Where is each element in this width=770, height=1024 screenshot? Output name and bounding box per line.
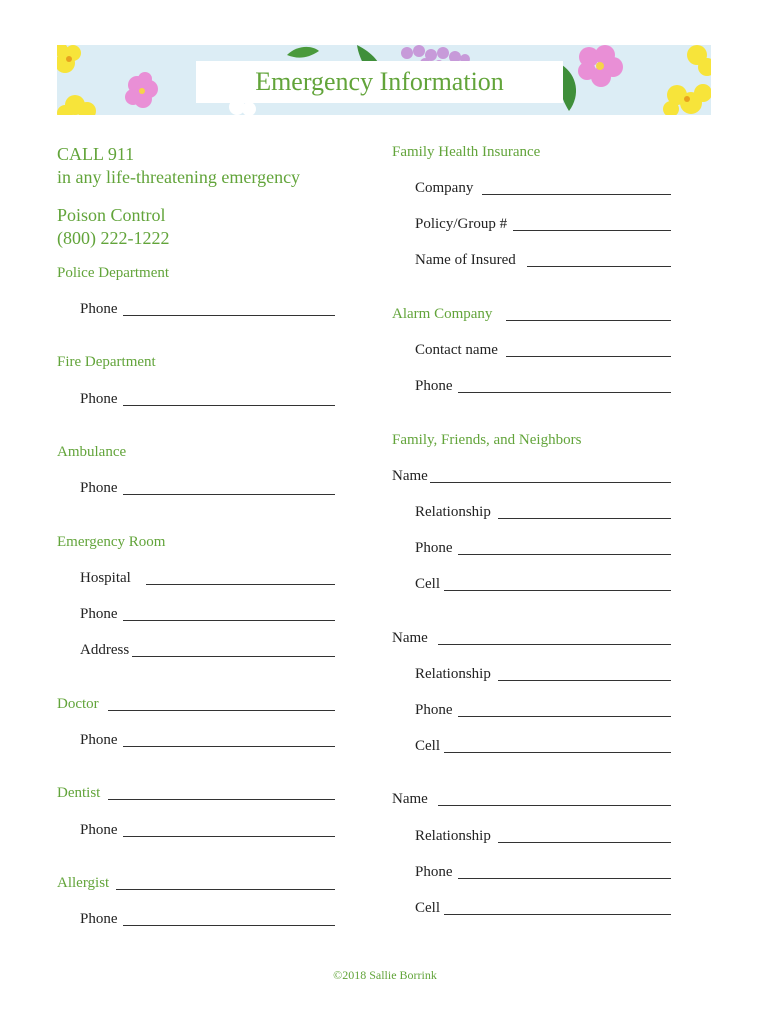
insurance-policy-label: Policy/Group # — [415, 216, 508, 232]
insurance-insured-label: Name of Insured — [415, 252, 516, 268]
doctor-phone-field[interactable] — [123, 746, 335, 747]
contact-1-phone-field[interactable] — [458, 554, 671, 555]
insurance-policy-field[interactable] — [513, 230, 671, 231]
er-address-label: Address — [80, 642, 130, 658]
er-phone-label: Phone — [80, 606, 118, 622]
poison-control-number: (800) 222-1222 — [57, 228, 170, 248]
alarm-title: Alarm Company — [392, 306, 493, 322]
insurance-company-field[interactable] — [482, 194, 671, 195]
alarm-contact-field[interactable] — [506, 356, 671, 357]
er-phone-field[interactable] — [123, 620, 335, 621]
ambulance-title: Ambulance — [57, 444, 127, 460]
insurance-company-label: Company — [415, 180, 474, 196]
er-address-field[interactable] — [132, 656, 335, 657]
doctor-title: Doctor — [57, 696, 99, 712]
contact-2-relationship-field[interactable] — [498, 680, 671, 681]
contact-1-name-field[interactable] — [430, 482, 671, 483]
fire-phone-label: Phone — [80, 391, 118, 407]
alarm-phone-label: Phone — [415, 378, 453, 394]
dentist-phone-label: Phone — [80, 822, 118, 838]
fire-phone-field[interactable] — [123, 405, 335, 406]
ambulance-phone-field[interactable] — [123, 494, 335, 495]
alarm-contact-label: Contact name — [415, 342, 498, 358]
poison-control-title: Poison Control — [57, 205, 166, 225]
contact-3-cell-field[interactable] — [444, 914, 671, 915]
family-title: Family, Friends, and Neighbors — [392, 432, 582, 448]
police-title: Police Department — [57, 265, 170, 281]
footer-copyright: ©2018 Sallie Borrink — [333, 968, 437, 982]
contact-3-phone-field[interactable] — [458, 878, 671, 879]
dentist-title: Dentist — [57, 785, 101, 801]
dentist-phone-field[interactable] — [123, 836, 335, 837]
er-hospital-field[interactable] — [146, 584, 335, 585]
call-911: CALL 911 — [57, 144, 135, 164]
contact-2-phone-label: Phone — [415, 702, 453, 718]
contact-3-name-label: Name — [392, 791, 428, 807]
contact-2-name-field[interactable] — [438, 644, 671, 645]
allergist-phone-field[interactable] — [123, 925, 335, 926]
contact-1-relationship-label: Relationship — [415, 504, 491, 520]
contact-1-cell-field[interactable] — [444, 590, 671, 591]
police-phone-label: Phone — [80, 301, 118, 317]
contact-3-relationship-field[interactable] — [498, 842, 671, 843]
contact-3-name-field[interactable] — [438, 805, 671, 806]
contact-3-cell-label: Cell — [415, 900, 440, 916]
insurance-insured-field[interactable] — [527, 266, 671, 267]
contact-2-cell-field[interactable] — [444, 752, 671, 753]
er-title: Emergency Room — [57, 534, 166, 550]
title-box — [196, 61, 563, 103]
contact-1-name-label: Name — [392, 468, 428, 484]
page-title: Emergency Information — [255, 67, 504, 96]
contact-2-relationship-label: Relationship — [415, 666, 491, 682]
ambulance-phone-label: Phone — [80, 480, 118, 496]
dentist-name-field[interactable] — [108, 799, 335, 800]
alarm-phone-field[interactable] — [458, 392, 671, 393]
contact-3-relationship-label: Relationship — [415, 828, 491, 844]
doctor-name-field[interactable] — [108, 710, 335, 711]
contact-1-phone-label: Phone — [415, 540, 453, 556]
allergist-name-field[interactable] — [116, 889, 335, 890]
fire-title: Fire Department — [57, 354, 156, 370]
allergist-phone-label: Phone — [80, 911, 118, 927]
contact-1-relationship-field[interactable] — [498, 518, 671, 519]
call-911-subtitle: in any life-threatening emergency — [57, 167, 301, 187]
contact-2-cell-label: Cell — [415, 738, 440, 754]
contact-2-name-label: Name — [392, 630, 428, 646]
contact-3-phone-label: Phone — [415, 864, 453, 880]
contact-1-cell-label: Cell — [415, 576, 440, 592]
police-phone-field[interactable] — [123, 315, 335, 316]
er-hospital-label: Hospital — [80, 570, 131, 586]
allergist-title: Allergist — [57, 875, 110, 891]
insurance-title: Family Health Insurance — [392, 144, 541, 160]
contact-2-phone-field[interactable] — [458, 716, 671, 717]
alarm-company-field[interactable] — [506, 320, 671, 321]
doctor-phone-label: Phone — [80, 732, 118, 748]
